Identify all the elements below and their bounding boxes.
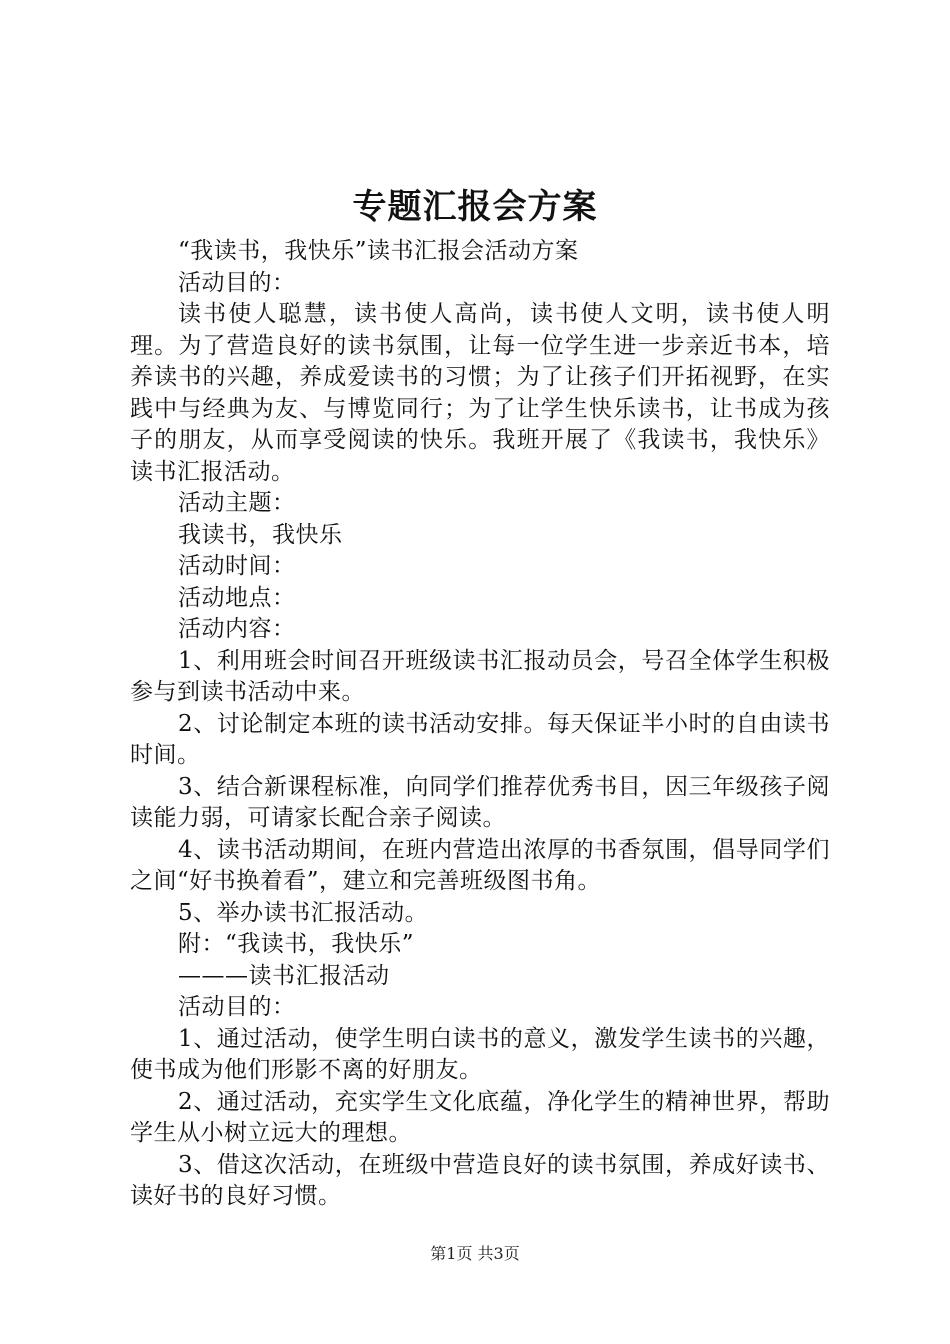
list-item: 2、讨论制定本班的读书活动安排。每天保证半小时的自由读书时间。 [130,710,830,768]
paragraph-theme-label: 活动主题： [178,490,296,516]
list-item: 5、举办读书汇报活动。 [178,899,429,926]
paragraph-place-label: 活动地点： [178,584,296,611]
paragraph-content-label: 活动内容： [178,616,296,642]
paragraph-appendix-title: 附：“我读书，我快乐” [178,931,415,957]
list-item: 1、利用班会时间召开班级读书汇报动员会，号召全体学生积极参与到读书活动中来。 [130,647,830,705]
list-item: 3、结合新课程标准，向同学们推荐优秀书目，因三年级孩子阅读能力弱，可请家长配合亲子阅读。 [130,773,830,831]
list-item: 4、读书活动期间，在班内营造出浓厚的书香氛围，倡导同学们之间“好书换着看”，建立和完善班级图书角。 [130,836,830,894]
list-item: 1、通过活动，使学生明白读书的意义，激发学生读书的兴趣，使书成为他们形影不离的好朋友。 [130,1025,830,1083]
page-title: 专题汇报会方案 [352,187,598,227]
document-body [130,236,830,1213]
page-number-footer: 第1页 共3页 [430,1244,520,1263]
paragraph-purpose-text: 读书使人聪慧，读书使人高尚，读书使人文明，读书使人明理。为了营造良好的读书氛围，让每一位学生进一步亲近书本，培养读书的兴趣，养成爱读书的习惯；为了让孩子们开拓视野，在实践中与经典为友、与博览同行；为了让学生快乐读书，让书成为孩子的朋友，从而享受阅读的快乐。我班开展了《我读书，我快乐》读书汇报活动。 [130,301,830,485]
list-item: 2、通过活动，充实学生文化底蕴，净化学生的精神世界，帮助学生从小树立远大的理想。 [130,1088,830,1146]
paragraph-time-label: 活动时间： [178,553,296,579]
paragraph-appendix-subtitle: ———读书汇报活动 [178,962,390,989]
paragraph-heading: “我读书，我快乐”读书汇报会活动方案 [178,238,579,264]
paragraph-theme-text: 我读书，我快乐 [178,521,343,548]
paragraph-purpose-label: 活动目的： [178,269,296,296]
paragraph-purpose-label-2: 活动目的： [178,994,296,1020]
list-item: 3、借这次活动，在班级中营造良好的读书氛围，养成好读书、读好书的良好习惯。 [130,1151,830,1209]
